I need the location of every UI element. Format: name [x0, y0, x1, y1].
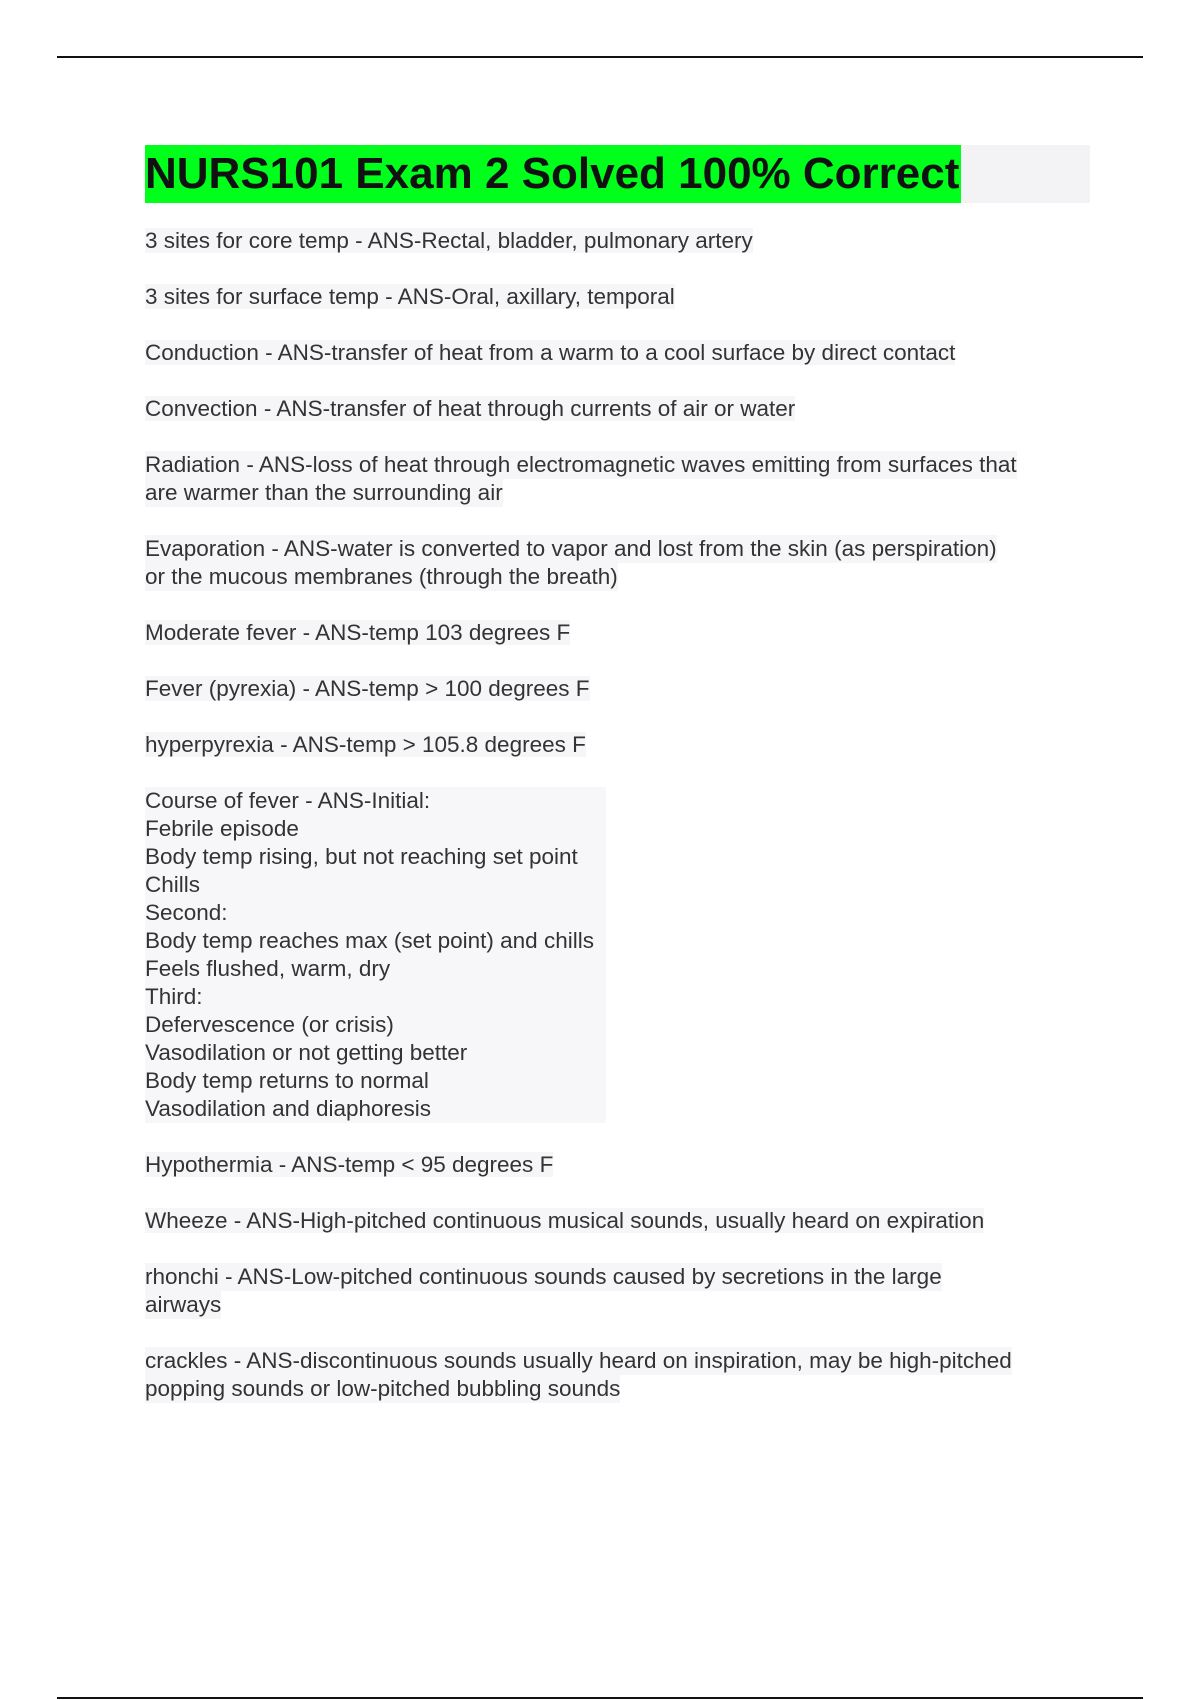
entry-line: Radiation - ANS-loss of heat through electromagnetic waves emitting from surfaces that — [145, 452, 1017, 477]
entry-line: Course of fever - ANS-Initial: — [145, 788, 431, 813]
entry-line: or the mucous membranes (through the breath) — [145, 564, 618, 589]
flashcard-entry — [145, 395, 1090, 423]
flashcard-entry — [145, 535, 1090, 591]
entry-line: Body temp returns to normal — [145, 1068, 429, 1093]
entry-line: 3 sites for surface temp - ANS-Oral, axillary, temporal — [145, 284, 675, 309]
flashcard-entry — [145, 339, 1090, 367]
flashcard-entry — [145, 731, 1090, 759]
flashcard-entry — [145, 283, 1090, 311]
entry-line: Fever (pyrexia) - ANS-temp > 100 degrees F — [145, 676, 590, 701]
entry-line: Convection - ANS-transfer of heat through currents of air or water — [145, 396, 796, 421]
flashcard-entry — [145, 451, 1090, 507]
entry-line: Evaporation - ANS-water is converted to vapor and lost from the skin (as perspiration) — [145, 536, 997, 561]
document-title: NURS101 Exam 2 Solved 100% Correct — [145, 145, 961, 203]
entry-line: Chills — [145, 872, 201, 897]
entry-line: Body temp reaches max (set point) and chills — [145, 928, 594, 953]
flashcard-entry — [145, 675, 1090, 703]
entry-line: Wheeze - ANS-High-pitched continuous musical sounds, usually heard on expiration — [145, 1208, 985, 1233]
entry-line: Body temp rising, but not reaching set point — [145, 844, 578, 869]
flashcard-entry — [145, 1207, 1090, 1235]
entry-line: rhonchi - ANS-Low-pitched continuous sounds caused by secretions in the large — [145, 1264, 942, 1289]
entry-line: crackles - ANS-discontinuous sounds usually heard on inspiration, may be high-pitched — [145, 1348, 1012, 1373]
entry-line: airways — [145, 1292, 222, 1317]
flashcard-entry — [145, 1151, 1090, 1179]
header-rule — [57, 56, 1143, 58]
entry-line: popping sounds or low-pitched bubbling sounds — [145, 1376, 621, 1401]
entry-line: Feels flushed, warm, dry — [145, 956, 391, 981]
entry-line: Febrile episode — [145, 816, 299, 841]
flashcard-entry — [145, 787, 1090, 1123]
entry-line: Vasodilation or not getting better — [145, 1040, 468, 1065]
entry-line: are warmer than the surrounding air — [145, 480, 503, 505]
entry-line: 3 sites for core temp - ANS-Rectal, bladder, pulmonary artery — [145, 228, 753, 253]
entry-line: Conduction - ANS-transfer of heat from a warm to a cool surface by direct contact — [145, 340, 956, 365]
title-bar — [145, 145, 1090, 203]
entry-line: Vasodilation and diaphoresis — [145, 1096, 432, 1121]
entry-line: hyperpyrexia - ANS-temp > 105.8 degrees F — [145, 732, 586, 757]
flashcard-entry — [145, 227, 1090, 255]
flashcard-entry — [145, 1347, 1090, 1403]
entry-line: Third: — [145, 984, 203, 1009]
entry-line: Second: — [145, 900, 228, 925]
entry-line: Defervescence (or crisis) — [145, 1012, 394, 1037]
flashcard-entry — [145, 619, 1090, 647]
entry-block — [145, 787, 606, 1123]
flashcard-list — [145, 227, 1090, 1403]
document-body — [145, 145, 1090, 1431]
entry-line: Hypothermia - ANS-temp < 95 degrees F — [145, 1152, 554, 1177]
flashcard-entry — [145, 1263, 1090, 1319]
entry-line: Moderate fever - ANS-temp 103 degrees F — [145, 620, 571, 645]
footer-rule — [57, 1697, 1143, 1699]
